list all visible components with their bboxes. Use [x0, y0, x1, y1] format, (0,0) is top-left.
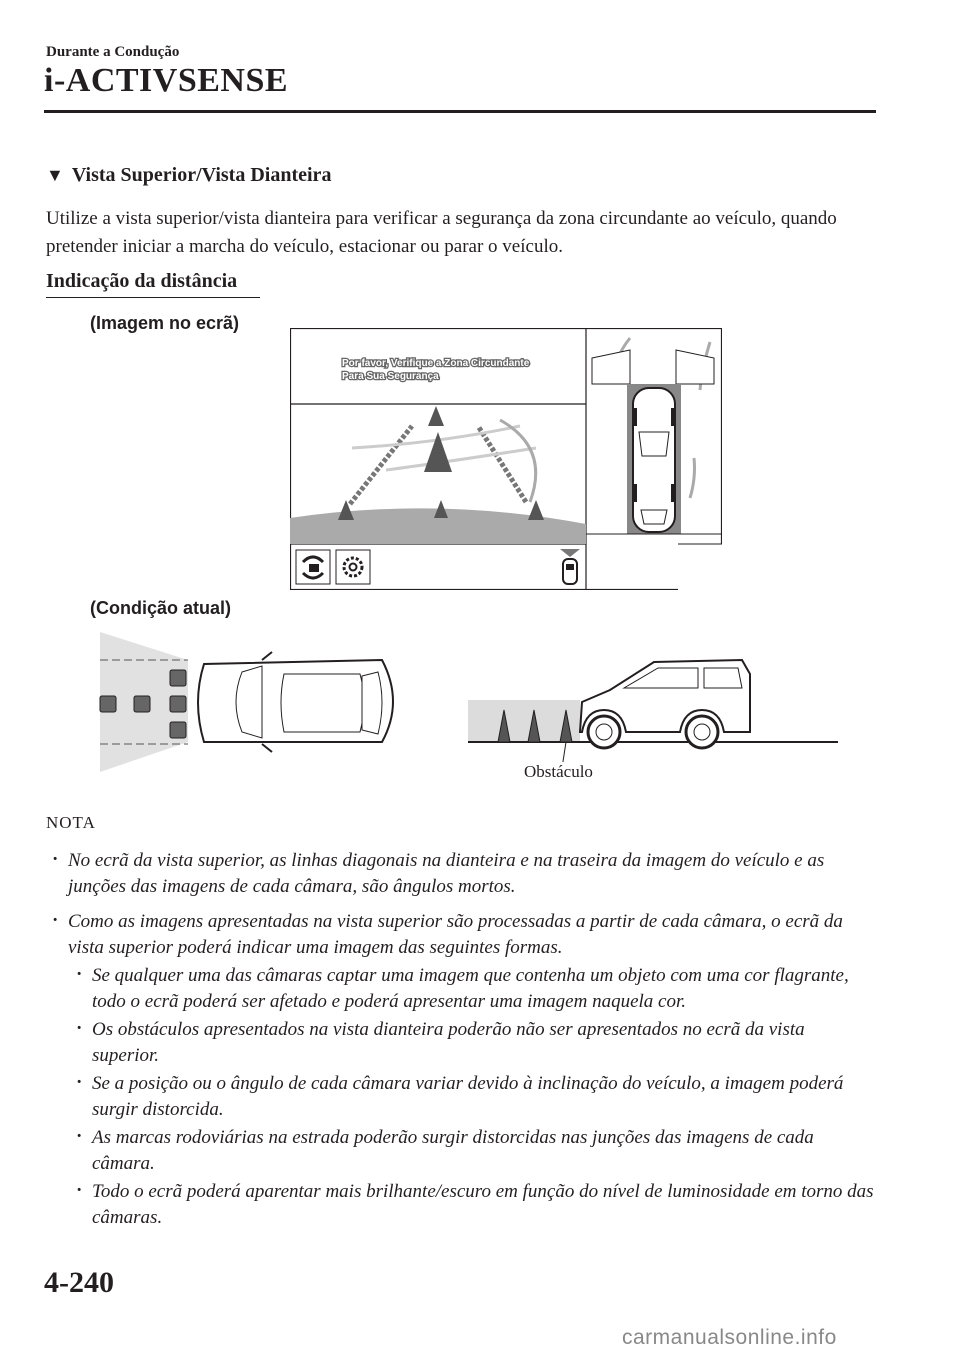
nota-subitem: · As marcas rodoviárias na estrada poderão surgir distorcidas nas junções das imagens de cada câmara. [74, 1125, 874, 1177]
heading-text: Vista Superior/Vista Dianteira [71, 164, 332, 186]
settings-gear-icon[interactable] [336, 550, 370, 584]
subheading: Indicação da distância [46, 270, 238, 292]
nota-sublist [74, 963, 874, 1233]
svg-text:Para Sua Segurança: Para Sua Segurança [342, 371, 439, 382]
watermark: carmanualsonline.info [622, 1326, 837, 1349]
figure2-caption: (Condição atual) [90, 598, 232, 618]
figure1-caption: (Imagem no ecrã) [90, 313, 240, 333]
nota-subitem: · Todo o ecrã poderá aparentar mais brilhante/escuro em função do nível de luminosidade em torno das câmaras. [74, 1179, 874, 1231]
nota-subitem: · Os obstáculos apresentados na vista dianteira poderão não ser apresentados no ecrã da vista superior. [74, 1017, 874, 1069]
chapter-title: Durante a Condução [46, 44, 180, 60]
screen-image-figure [290, 328, 722, 590]
nota-item: · Como as imagens apresentadas na vista superior são processadas a partir de cada câmara, o ecrã da vista superior poderá indicar uma imagem das seguintes formas. [50, 909, 870, 961]
nota-item: · No ecrã da vista superior, as linhas diagonais na dianteira e na traseira da imagem do veículo e as junções das imagens de cada câmara, são ângulos mortos. [50, 848, 870, 900]
svg-text:Por favor, Verifique a Zona Ci: Por favor, Verifique a Zona Circundante [342, 358, 530, 369]
nota-subitem: · Se a posição ou o ângulo de cada câmara variar devido à inclinação do veículo, a imagem poderá surgir distorcida. [74, 1071, 874, 1123]
obstacle-label: Obstáculo [524, 762, 593, 781]
camera-switch-icon[interactable] [296, 550, 330, 584]
triangle-marker-icon: ▼ [46, 165, 64, 185]
actual-condition-topdown-figure [92, 630, 412, 776]
section-heading [46, 164, 331, 187]
section-title: i-ACTIVSENSE [44, 62, 289, 99]
nota-subitem: · Se qualquer uma das câmaras captar uma imagem que contenha um objeto com uma cor flagrante, todo o ecrã poderá ser afetado e poderá apresentar uma imagem naquela cor. [74, 963, 874, 1015]
intro-paragraph: Utilize a vista superior/vista dianteira para verificar a segurança da zona circundante ao veículo, quando pretender iniciar a marcha do veículo, estacionar ou parar o veículo. [46, 208, 837, 257]
header-rule [44, 110, 876, 113]
subheading-underline [46, 297, 260, 298]
actual-condition-sideview-figure [468, 650, 840, 762]
nota-list [50, 848, 870, 970]
nota-title: NOTA [46, 813, 96, 832]
page-number: 4-240 [44, 1266, 114, 1299]
